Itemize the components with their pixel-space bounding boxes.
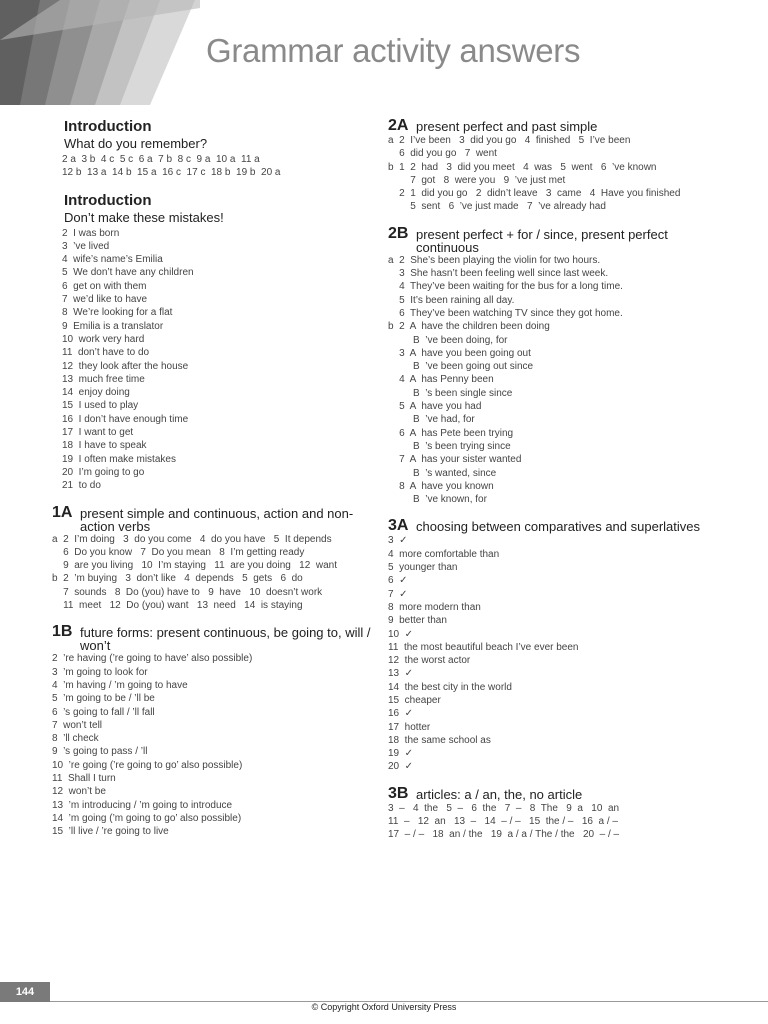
answer-line: a 2 I’ve been 3 did you go 4 finished 5 I’ve been bbox=[388, 135, 631, 146]
answer-line: 20 ✓ bbox=[388, 761, 414, 773]
unit-section-3a bbox=[388, 518, 716, 773]
unit-code: 3A bbox=[388, 517, 409, 535]
right-column bbox=[388, 118, 716, 854]
decorative-fan-graphic bbox=[0, 0, 200, 105]
answer-line: 11 – 12 an 13 – 14 – / – 15 the / – 16 a / – bbox=[388, 816, 618, 828]
unit-topic: present perfect + for / since, present perfect continuous bbox=[416, 226, 668, 255]
unit-code: 1A bbox=[52, 503, 73, 521]
section-subheading: Don’t make these mistakes! bbox=[64, 209, 224, 225]
answer-line: 10 ’re going (’re going to go’ also possible) bbox=[52, 759, 243, 771]
answer-line: 9 are you living 10 I’m staying 11 are you doing 12 want bbox=[52, 560, 337, 572]
answer-line: 6 did you go 7 went bbox=[388, 148, 497, 160]
answer-line: 7 won’t tell bbox=[52, 719, 103, 731]
answer-line: 13 much free time bbox=[62, 373, 145, 385]
answer-line: 6 ’s going to fall / ’ll fall bbox=[52, 706, 155, 718]
answer-line: 8 ’ll check bbox=[52, 733, 99, 745]
section-heading bbox=[388, 226, 716, 254]
answer-line: 16 ✓ bbox=[388, 708, 414, 720]
answer-line: 19 I often make mistakes bbox=[62, 453, 176, 465]
answer-line: B ’s wanted, since bbox=[388, 467, 497, 479]
answer-line: B ’ve known, for bbox=[388, 494, 487, 506]
section-heading bbox=[388, 118, 716, 134]
answer-line: 17 – / – 18 an / the 19 a / a / The / the 20 – / – bbox=[388, 829, 620, 841]
answer-line: 12 won’t be bbox=[52, 786, 106, 798]
answer-line: 20 I’m going to go bbox=[62, 466, 145, 478]
answer-line: 5 ’m going to be / ’ll be bbox=[52, 693, 155, 705]
answer-line: 21 to do bbox=[62, 480, 101, 492]
answer-line: B ’ve been going out since bbox=[388, 361, 534, 373]
section-heading bbox=[52, 505, 372, 533]
answer-line: 17 I want to get bbox=[62, 427, 134, 439]
page-title: Grammar activity answers bbox=[206, 32, 581, 69]
answer-line: 12 b 13 a 14 b 15 a 16 c 17 c 18 b 19 b 20 a bbox=[62, 167, 281, 179]
answer-line: 10 ✓ bbox=[388, 628, 414, 640]
answer-line: 13 ✓ bbox=[388, 668, 414, 680]
answer-line: 15 I used to play bbox=[62, 400, 139, 412]
unit-code: 2B bbox=[388, 224, 409, 242]
answer-line: 5 We don’t have any children bbox=[62, 267, 194, 279]
answer-line: 3 – 4 the 5 – 6 the 7 – 8 The 9 a 10 an bbox=[388, 802, 620, 814]
answer-line: a 2 She’s been playing the violin for two hours. bbox=[388, 254, 601, 266]
answer-line: 6 ✓ bbox=[388, 575, 408, 587]
answer-line: 9 better than bbox=[388, 615, 447, 627]
answer-line: 2 ’re having (’re going to have’ also possible) bbox=[52, 653, 253, 665]
answer-line: 15 ’ll live / ’re going to live bbox=[52, 826, 169, 838]
answer-line: B ’s been single since bbox=[388, 387, 513, 399]
unit-topic: articles: a / an, the, no article bbox=[416, 786, 583, 802]
answer-line: 2 I was born bbox=[62, 227, 120, 239]
answer-line: 3 ✓ bbox=[388, 535, 408, 547]
answer-line: 6 Do you know 7 Do you mean 8 I’m getting ready bbox=[52, 546, 305, 558]
unit-section-2a bbox=[388, 118, 716, 214]
section-subheading: What do you remember? bbox=[64, 136, 208, 151]
answer-line: 4 ’m having / ’m going to have bbox=[52, 679, 188, 691]
unit-section-1a bbox=[52, 505, 372, 613]
answer-line: 14 enjoy doing bbox=[62, 387, 130, 399]
answer-line: 18 I have to speak bbox=[62, 440, 147, 452]
answer-line: 7 got 8 were you 9 ’ve just met bbox=[388, 174, 566, 186]
answer-line: 17 hotter bbox=[388, 721, 431, 733]
answer-line: 3 ’m going to look for bbox=[52, 666, 148, 678]
answer-line: 12 the worst actor bbox=[388, 655, 471, 667]
unit-topic: future forms: present continuous, be going to, will / won’t bbox=[80, 625, 371, 654]
answer-line: 16 I don’t have enough time bbox=[62, 413, 189, 425]
unit-section-3b bbox=[388, 786, 716, 842]
answer-line: a 2 I’m doing 3 do you come 4 do you have 5 It depends bbox=[52, 533, 332, 545]
answer-line: 4 wife’s name’s Emilia bbox=[62, 254, 163, 266]
answer-line: 9 Emilia is a translator bbox=[62, 320, 164, 332]
answer-line: 7 we’d like to have bbox=[62, 294, 148, 306]
answer-line: 10 work very hard bbox=[62, 333, 145, 345]
answer-line: 11 meet 12 Do (you) want 13 need 14 is staying bbox=[52, 600, 303, 612]
answer-line: B ’ve been doing, for bbox=[388, 334, 508, 346]
section-heading: Introduction bbox=[64, 118, 152, 135]
answer-line: b 2 A have the children been doing bbox=[388, 321, 550, 333]
section-heading bbox=[388, 786, 716, 802]
answer-line: 18 the same school as bbox=[388, 734, 491, 746]
answer-line: 3 She hasn’t been feeling well since last week. bbox=[388, 268, 609, 280]
answer-line: 9 ’s going to pass / ’ll bbox=[52, 746, 148, 758]
answer-line: 15 cheaper bbox=[388, 694, 441, 706]
answer-line: 12 they look after the house bbox=[62, 360, 189, 372]
answer-line: b 2 ’m buying 3 don’t like 4 depends 5 gets 6 do bbox=[52, 573, 303, 585]
answer-line: 13 ’m introducing / ’m going to introduce bbox=[52, 799, 233, 811]
answer-line: 5 younger than bbox=[388, 562, 458, 574]
answer-line: 11 the most beautiful beach I’ve ever been bbox=[388, 641, 579, 653]
answer-line: 4 A has Penny been bbox=[388, 374, 494, 386]
intro-section bbox=[52, 192, 372, 493]
answer-line: 11 don’t have to do bbox=[62, 347, 150, 359]
answer-line: 6 A has Pete been trying bbox=[388, 427, 514, 439]
left-column bbox=[52, 118, 372, 850]
answer-line: 7 sounds 8 Do (you) have to 9 have 10 doesn’t work bbox=[52, 586, 323, 598]
unit-topic: present perfect and past simple bbox=[416, 119, 598, 134]
answer-line: 5 It’s been raining all day. bbox=[388, 294, 515, 306]
answer-line: 4 They’ve been waiting for the bus for a long time. bbox=[388, 281, 623, 293]
answer-line: 4 more comfortable than bbox=[388, 548, 500, 560]
intro-section bbox=[52, 118, 372, 180]
page-number: 144 bbox=[0, 982, 50, 1002]
answer-line: 5 sent 6 ’ve just made 7 ’ve already had bbox=[388, 201, 606, 213]
answer-line: 6 get on with them bbox=[62, 280, 147, 292]
answer-line: 14 ’m going (’m going to go’ also possible) bbox=[52, 812, 242, 824]
answer-line: 3 ’ve lived bbox=[62, 240, 110, 252]
answer-line: B ’ve had, for bbox=[388, 414, 475, 426]
unit-topic: present simple and continuous, action and non-action verbs bbox=[80, 505, 354, 534]
unit-code: 1B bbox=[52, 623, 73, 641]
answer-line: b 1 2 had 3 did you meet 4 was 5 went 6 ’ve known bbox=[388, 161, 657, 173]
unit-code: 3B bbox=[388, 784, 409, 802]
answer-line: 8 We’re looking for a flat bbox=[62, 307, 173, 319]
section-heading bbox=[388, 518, 716, 534]
answer-line: 7 ✓ bbox=[388, 588, 408, 600]
copyright-footer: © Copyright Oxford University Press bbox=[311, 1002, 457, 1012]
answer-line: B ’s been trying since bbox=[388, 440, 511, 452]
unit-section-2b bbox=[388, 226, 716, 507]
answer-line: 2 a 3 b 4 c 5 c 6 a 7 b 8 c 9 a 10 a 11 a bbox=[62, 154, 260, 165]
answer-line: 5 A have you had bbox=[388, 401, 482, 413]
answer-line: 2 1 did you go 2 didn’t leave 3 came 4 Have you finished bbox=[388, 188, 681, 200]
section-heading bbox=[52, 624, 372, 652]
answer-line: 7 A has your sister wanted bbox=[388, 454, 522, 466]
unit-code: 2A bbox=[388, 117, 409, 134]
answer-line: 3 A have you been going out bbox=[388, 347, 531, 359]
unit-topic: choosing between comparatives and superlatives bbox=[416, 519, 701, 535]
answer-line: 8 more modern than bbox=[388, 601, 481, 613]
answer-line: 11 Shall I turn bbox=[52, 772, 116, 784]
answer-line: 14 the best city in the world bbox=[388, 681, 512, 693]
section-heading: Introduction bbox=[64, 191, 152, 209]
answer-line: 6 They’ve been watching TV since they got home. bbox=[388, 307, 623, 319]
unit-section-1b bbox=[52, 624, 372, 838]
answer-line: 8 A have you known bbox=[388, 480, 494, 492]
answer-line: 19 ✓ bbox=[388, 748, 414, 760]
